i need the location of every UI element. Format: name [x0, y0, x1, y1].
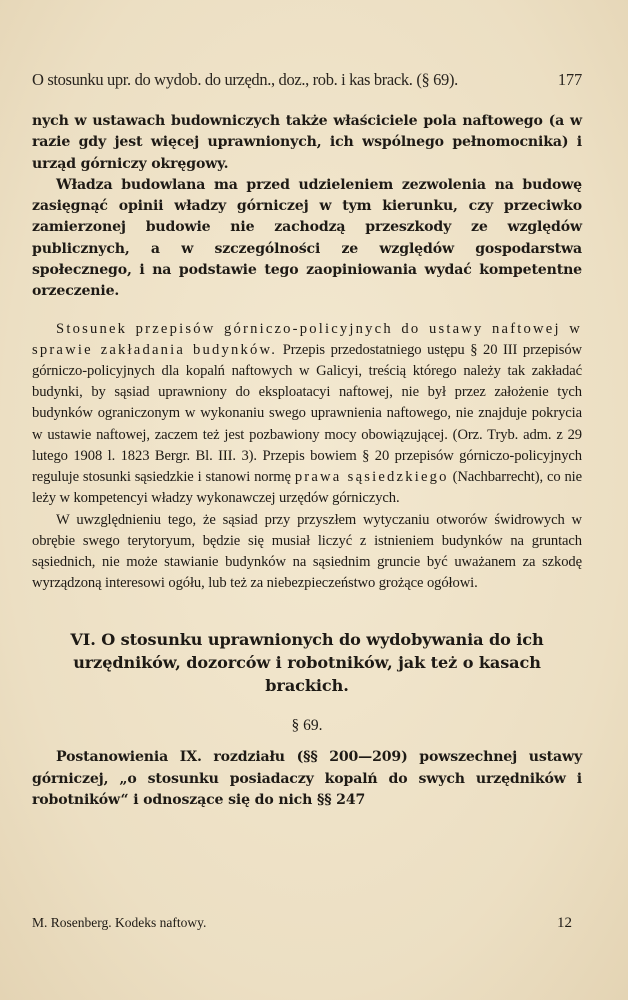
- commentary-text-b: (Nachbarrecht), co nie leży w kompetencyi władzy wykonawczej urzędów górniczych.: [32, 469, 582, 507]
- bold-paragraph-2: Władza budowlana ma przed udzieleniem zezwolenia na budowę zasięgnąć opinii władzy górniczej w tym kierunku, czy przeciwko zamierzonej budowie nie zachodzą przeszkody ze względów publicznych, a w szczególności ze względów gospodarstwa społecznego, i na podstawie tego zaopiniowania wydać kompetentne orzeczenie.: [32, 176, 582, 300]
- running-header: [32, 70, 582, 90]
- footer-folio: 12: [557, 915, 572, 931]
- commentary-paragraph-1: [32, 319, 582, 510]
- paragraph-number: § 69.: [291, 717, 323, 735]
- bold-text-block: [32, 111, 582, 303]
- page-body: [32, 70, 582, 811]
- page-number: 177: [557, 70, 582, 89]
- header-title: O stosunku upr. do wydob. do urzędn., doz., rob. i kas brack. (§ 69).: [32, 70, 458, 89]
- section-heading: VI. O stosunku uprawnionych do wydobywania do ich urzędników, dozorców i robotników, jak też o kasach brackich.: [70, 630, 544, 696]
- commentary-spaced-heading: Stosunek przepisów górniczo-policyjnych do ustawy naftowej w sprawie zakładania budynków.: [32, 320, 582, 358]
- commentary-block: [32, 319, 582, 595]
- commentary-paragraph-2: W uwzględnieniu tego, że sąsiad przy przyszłem wytyczaniu otworów świdrowych w obrębie swego terytoryum, będzie się musiał liczyć z istnieniem budynków na gruntach sąsiednich, nie może stawianie budynków na sąsiednim gruncie być uważanem za szkodę wyrządzoną interesowi ogółu, lub też za niebezpieczeństwo grożące ogółowi.: [32, 511, 582, 592]
- commentary-text-a: Przepis przedostatniego ustępu § 20 III przepisów górniczo-policyjnych dla kopalń naftowych w Galicyi, treścią którego należy tak zakładać budynki, by sąsiad uprawniony do eksploatacyi naftowej, nie był przez założenie tych budynków ograniczonym w wykonaniu swego uprawnienia naftowego, nie znajduje pokrycia w ustawie naftowej, zaczem też jest pozbawiony mocy obowiązującej. (Orz. Tryb. adm. z 29 lutego 1908 l. 1823 Bergr. Bl. III. 3). Przepis bowiem § 20 przepisów górniczo-policyjnych reguluje stosunki sąsiedzkie i stanowi normę: [32, 341, 582, 486]
- section-paragraph: Postanowienia IX. rozdziału (§§ 200—209) powszechnej ustawy górniczej, „o stosunku posiadaczy kopalń do swych urzędników i robotników“ i odnoszące się do nich §§ 247: [32, 749, 582, 808]
- bold-paragraph-1: nych w ustawach budowniczych także właściciele pola naftowego (a w razie gdy jest więcej uprawnionych, ich wspólnego pełnomocnika) i urząd górniczy okręgowy.: [32, 113, 582, 172]
- footer-signature: M. Rosenberg. Kodeks naftowy.: [32, 915, 207, 930]
- commentary-spaced-term: prawa sąsiedzkiego: [294, 469, 449, 486]
- page-footer: [32, 915, 582, 932]
- section-text-block: [32, 747, 582, 811]
